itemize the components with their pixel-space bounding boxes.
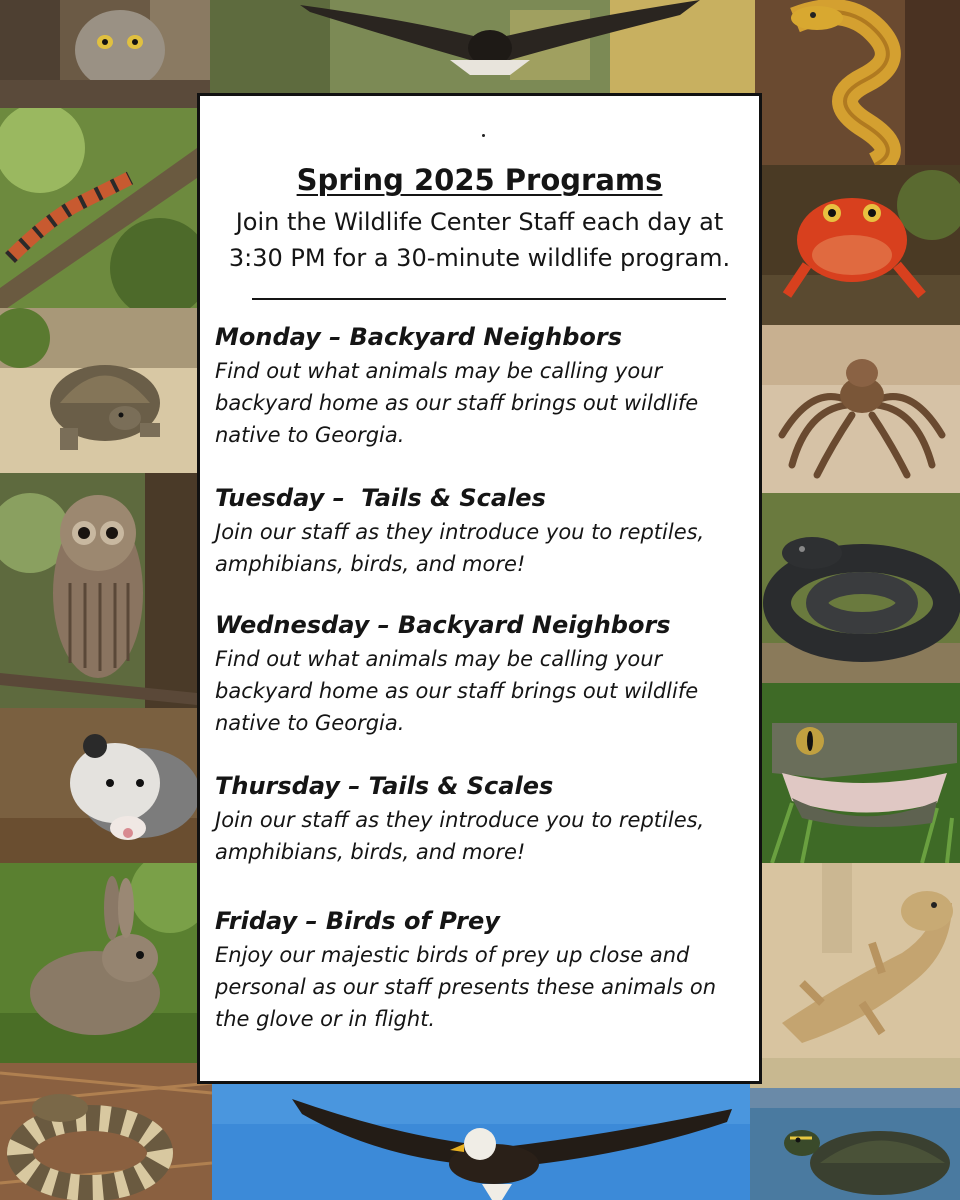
program-heading: Tuesday – Tails & Scales xyxy=(215,484,546,512)
program-description xyxy=(215,355,755,451)
description-line: backyard home as our staff brings out wildlife xyxy=(215,391,699,415)
hawk-flying-photo xyxy=(210,0,755,93)
description-line: native to Georgia. xyxy=(215,423,405,447)
program-description xyxy=(215,643,755,739)
tomato-frog-photo xyxy=(762,165,960,325)
bearded-dragon-photo xyxy=(762,863,960,1058)
program-heading: Monday – Backyard Neighbors xyxy=(215,323,622,351)
intro-line-2: 3:30 PM for a 30-minute wildlife program. xyxy=(228,244,731,272)
rattlesnake-photo xyxy=(0,1063,212,1200)
description-line: Find out what animals may be calling your xyxy=(215,647,663,671)
description-line: native to Georgia. xyxy=(215,711,405,735)
description-line: amphibians, birds, and more! xyxy=(215,840,526,864)
corn-snake-photo xyxy=(0,108,197,308)
program-monday xyxy=(215,321,755,451)
barred-owl-photo xyxy=(0,473,197,708)
description-line: amphibians, birds, and more! xyxy=(215,552,526,576)
program-heading: Wednesday – Backyard Neighbors xyxy=(215,611,671,639)
description-line: personal as our staff presents these animals on xyxy=(215,975,717,999)
slider-turtle-photo xyxy=(750,1058,960,1200)
program-flyer xyxy=(197,93,762,1084)
speck-dot xyxy=(482,134,485,137)
flyer-intro xyxy=(200,204,759,276)
black-racer-snake-photo xyxy=(762,493,960,683)
screech-owl-photo xyxy=(0,0,210,108)
program-heading: Friday – Birds of Prey xyxy=(215,907,500,935)
program-friday xyxy=(215,905,755,1035)
divider-rule xyxy=(252,298,726,300)
description-line: Join our staff as they introduce you to reptiles, xyxy=(215,808,705,832)
yellow-rat-snake-photo xyxy=(755,0,960,165)
bald-eagle-photo xyxy=(212,1084,750,1200)
description-line: Find out what animals may be calling your xyxy=(215,359,663,383)
description-line: the glove or in flight. xyxy=(215,1007,436,1031)
description-line: Enjoy our majestic birds of prey up close and xyxy=(215,943,690,967)
tarantula-photo xyxy=(762,325,960,493)
program-wednesday xyxy=(215,609,755,739)
flyer-title-text: Spring 2025 Programs xyxy=(296,163,663,197)
intro-line-1: Join the Wildlife Center Staff each day at xyxy=(235,208,724,236)
description-line: Join our staff as they introduce you to reptiles, xyxy=(215,520,705,544)
flyer-title xyxy=(200,162,759,198)
program-tuesday xyxy=(215,482,755,580)
program-description xyxy=(215,939,755,1035)
description-line: backyard home as our staff brings out wildlife xyxy=(215,679,699,703)
opossum-photo xyxy=(0,708,197,863)
rabbit-photo xyxy=(0,863,197,1063)
alligator-photo xyxy=(762,683,960,863)
program-description xyxy=(215,516,755,580)
program-description xyxy=(215,804,755,868)
program-heading: Thursday – Tails & Scales xyxy=(215,772,554,800)
program-thursday xyxy=(215,770,755,868)
gopher-tortoise-photo xyxy=(0,308,197,473)
